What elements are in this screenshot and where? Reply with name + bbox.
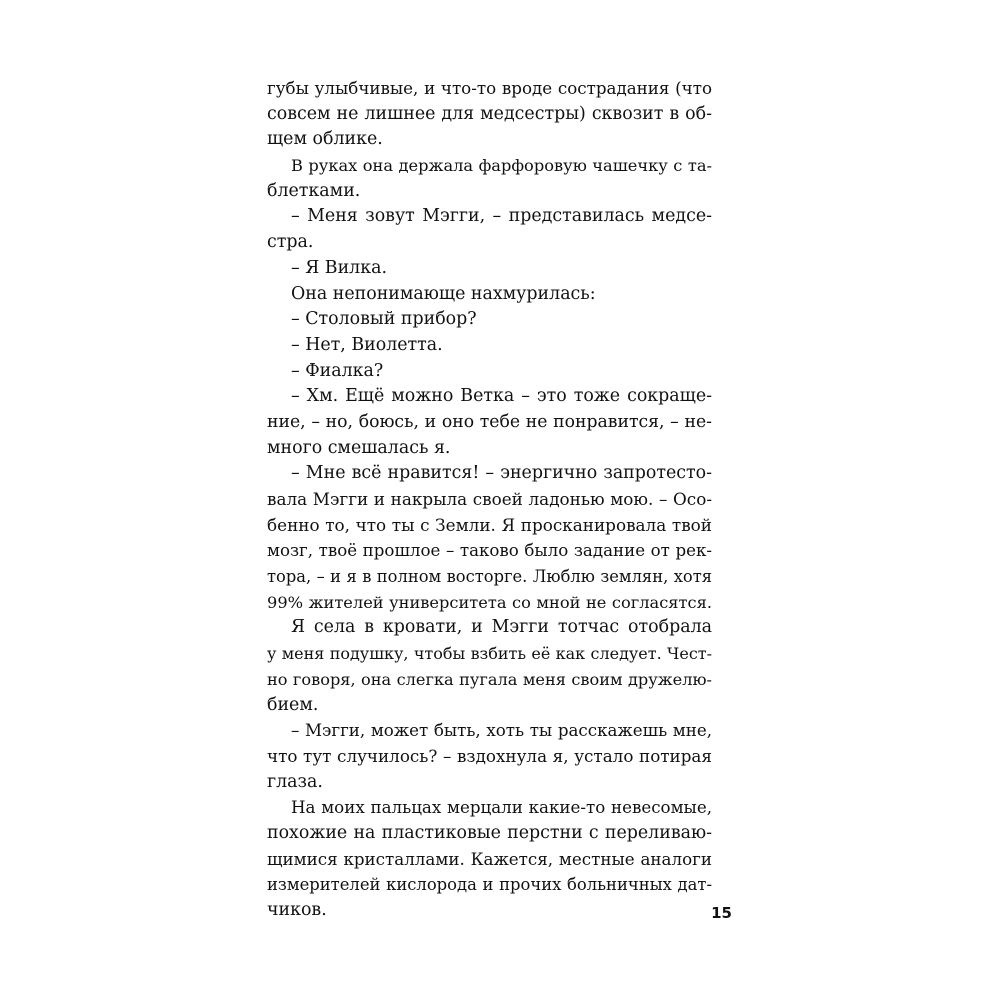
text-line: чиков. [267, 900, 327, 920]
text-line: бием. [267, 694, 319, 715]
text-line: совсем не лишнее для медсестры) сквозит в об- [267, 103, 712, 124]
text-line: ние, – но, боюсь, и оно тебе не понравится, – не- [267, 411, 712, 432]
text-line: у меня подушку, чтобы взбить её как следует. Чест- [267, 644, 712, 664]
text-line: На моих пальцах мерцали какие-то невесомые, [291, 798, 712, 818]
text-line: Я села в кровати, и Мэгги тотчас отобрала [291, 617, 712, 638]
text-line: глаза. [267, 771, 323, 792]
text-line: бенно то, что ты с Земли. Я просканировала твой [267, 514, 712, 535]
text-line: что тут случилось? – вздохнула я, устало потирая [267, 745, 712, 766]
text-line: – Меня зовут Мэгги, – представилась медсе- [291, 206, 712, 227]
text-line: – Фиалка? [291, 360, 384, 381]
text-line: щем облике. [267, 129, 383, 150]
text-line: много смешалась я. [267, 437, 451, 458]
text-line: измерителей кислорода и прочих больничных дат- [267, 875, 712, 895]
text-line: похожие на пластиковые перстни с переливаю- [267, 822, 712, 843]
text-line: – Я Вилка. [291, 257, 387, 278]
text-line: – Хм. Ещё можно Ветка – это тоже сокраще- [291, 386, 712, 407]
text-line: губы улыбчивые, и что-то вроде сострадания (что [267, 78, 712, 98]
text-line: щимися кристаллами. Кажется, местные аналоги [267, 849, 712, 869]
text-line: В руках она держала фарфоровую чашечку с та- [291, 156, 712, 176]
page-number: 15 [711, 904, 732, 922]
text-line: 99% жителей университета со мной не согласятся. [267, 592, 712, 612]
text-line: стра. [267, 232, 314, 253]
text-line: тора, – и я в полном восторге. Люблю землян, хотя [267, 567, 712, 587]
text-line: – Столовый прибор? [291, 309, 477, 330]
text-line: – Мэгги, может быть, хоть ты расскажешь мне, [291, 721, 712, 741]
text-line: – Мне всё нравится! – энергично запротесто- [291, 463, 712, 484]
text-line: Она непонимающе нахмурилась: [291, 283, 596, 304]
text-line: блетками. [267, 180, 361, 201]
text-line: – Нет, Виолетта. [291, 334, 443, 355]
body-text [267, 76, 712, 924]
text-line: но говоря, она слегка пугала меня своим дружелю- [267, 669, 712, 689]
text-line: мозг, твоё прошлое – таково было задание от рек- [267, 541, 712, 561]
text-line: вала Мэгги и накрыла своей ладонью мою. – Осо- [267, 489, 712, 509]
